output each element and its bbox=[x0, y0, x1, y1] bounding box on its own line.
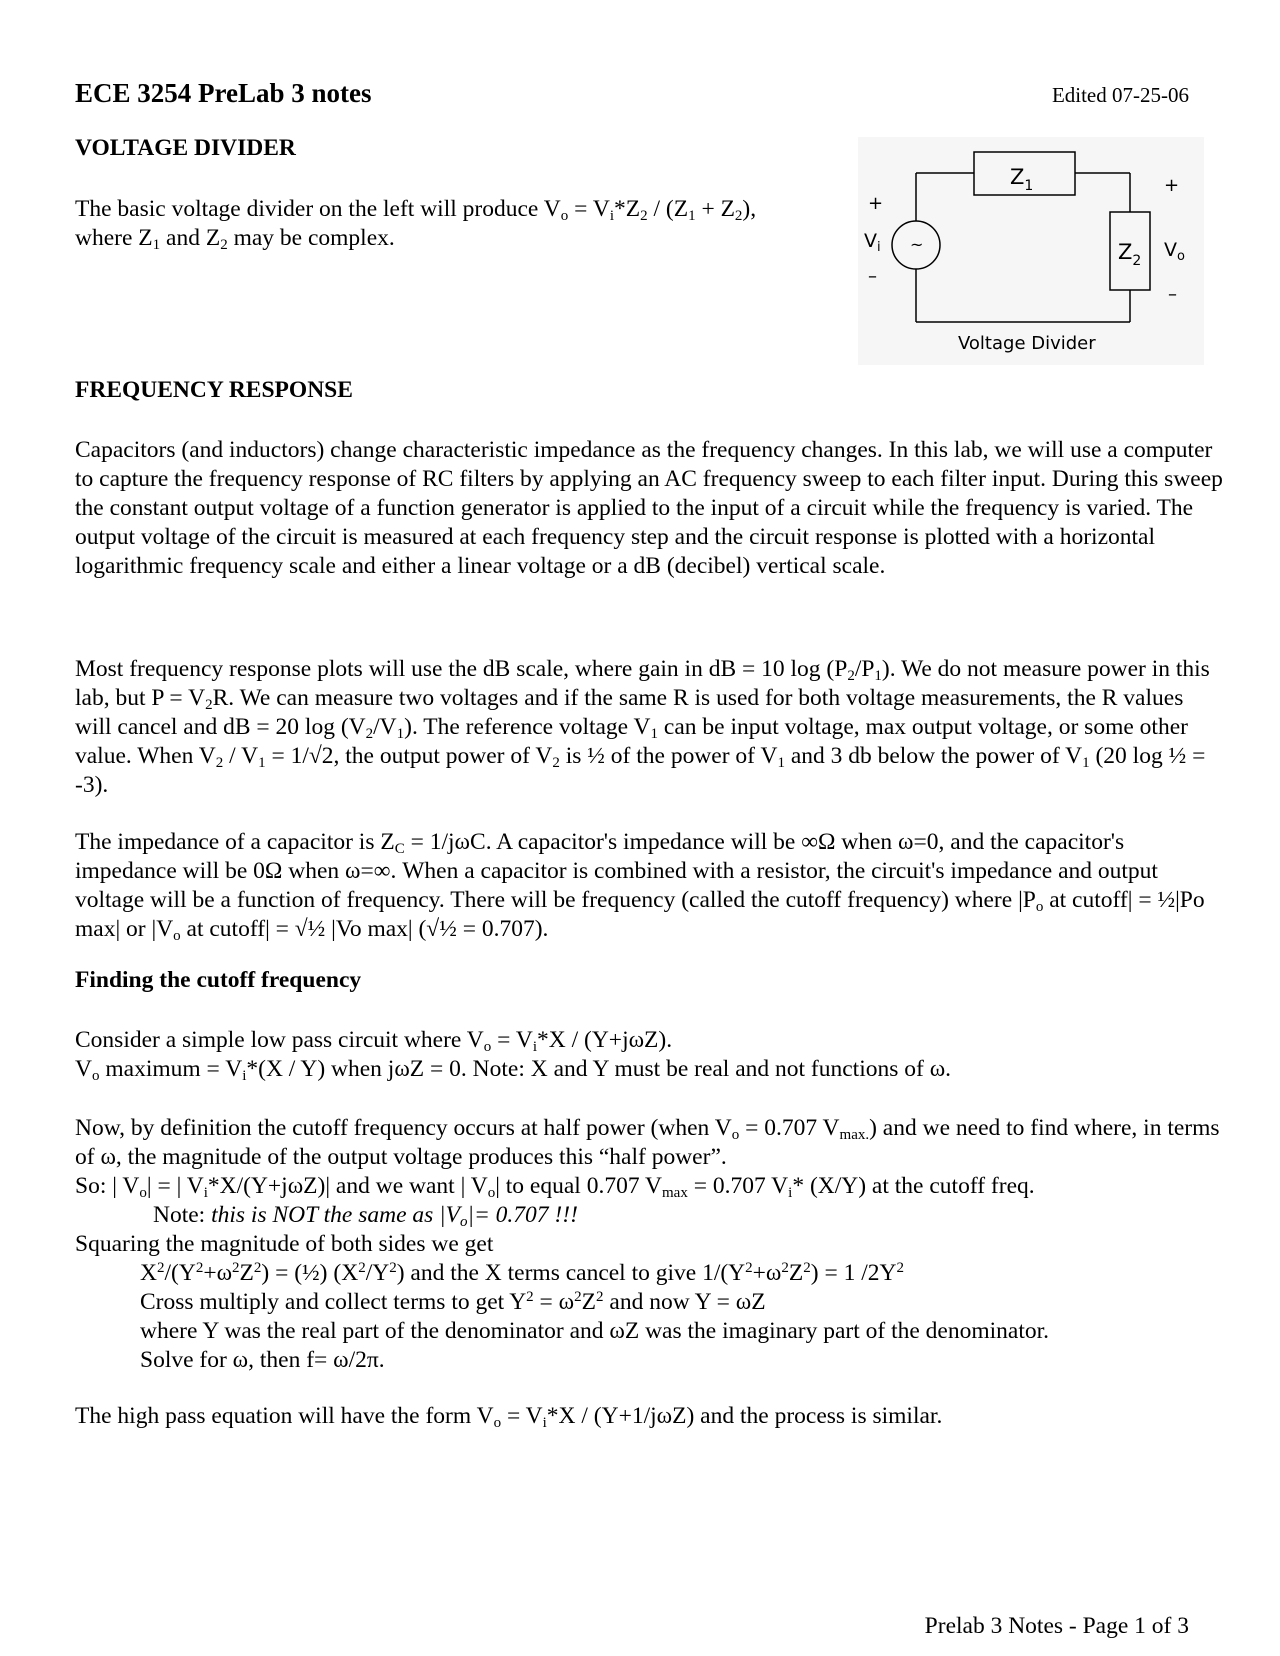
figure-caption: Voltage Divider bbox=[958, 333, 1096, 354]
edited-date: Edited 07-25-06 bbox=[1051, 83, 1189, 107]
vo-plus: + bbox=[1164, 175, 1180, 196]
voltage-divider-diagram bbox=[858, 137, 1204, 365]
vi-plus: + bbox=[868, 193, 884, 214]
paragraph-capacitor-impedance: The impedance of a capacitor is $Z_C = 1/j\omega C$. A capacitor's impedance will be ∞Ω when ω=0, and the capacitor's impedance will be 0Ω when ω=∞. When a capacitor is combined with a resistor, the circuit's impedance and output voltage will be a function of frequency. There will be frequency (called the cutoff frequency) where $|P_o$ at cutoff| = ½|Po max| or $|V_o$ at cutoff| = √½ |Vo max| (√½ = 0.707). bbox=[75, 829, 1205, 944]
paragraph-capacitors: Capacitors (and inductors) change characteristic impedance as the frequency changes. In this lab, we will use a computer to capture the frequency response of RC filters by applying an AC frequency sweep to each filter input. During this sweep the constant output voltage of a function generator is applied to the input of a circuit while the frequency is varied. The output voltage of the circuit is measured at each frequency step and the circuit response is plotted with a horizontal logarithmic frequency scale and either a linear voltage or a dB (decibel) vertical scale. bbox=[75, 437, 1223, 579]
z1-label: $Z_1$ bbox=[1010, 165, 1034, 194]
voltage-divider-heading: VOLTAGE DIVIDER bbox=[75, 135, 296, 161]
page-title: ECE 3254 PreLab 3 notes bbox=[75, 78, 372, 108]
cutoff-derivation: Now, by definition the cutoff frequency occurs at half power (when $V_o = 0.707$ $V_{max.}$) and we need to find where, in terms of ω, the magnitude of the output voltage produces this “half power”. So: | $V_o|$ = | $V_i*X/(Y+j\omega Z)|$ and we want | $V_o|$ to equal 0.707 $V_{max} = 0.707$ $V_i*$ (X/Y) at the cutoff freq. Note: this is NOT the same as $|V_o|= 0.707$ !!! Squaring the magnitude of both sides we get $X^2/(Y^2+\omega^2Z^2)$ = (½) $(X^2/Y^2)$ and the X terms cancel to give $1/(Y^2+\omega^2Z^2) = 1$ $/2Y^2$ Cross multiply and collect terms to get $Y^2 = \omega^2Z^2$ and now Y = ωZ where Y was the real part of the denominator and ωZ was the imaginary part of the denominator. Solve for ω, then f= ω/2π. bbox=[75, 1115, 1220, 1373]
cutoff-heading: Finding the cutoff frequency bbox=[75, 967, 362, 993]
ac-tilde: ~ bbox=[910, 235, 924, 254]
voltage-divider-figure bbox=[858, 137, 1204, 365]
z2-label: $Z_2$ bbox=[1118, 240, 1142, 269]
frequency-response-heading: FREQUENCY RESPONSE bbox=[75, 377, 353, 403]
paragraph-db-scale: Most frequency response plots will use the dB scale, where gain in dB = 10 $\log (P_2/P_1)$. We do not measure power in this lab, but $P = V_2R$. We can measure two voltages and if the same R is used for both voltage measurements, the R values will cancel and dB = 20 $\log (V_2/V_1)$. The reference voltage $V_1$ can be input voltage, max output voltage, or some other value. When $V_2 / V_1 = 1/√2$, the output power of $V_2$ is ½ of the power of $V_1$ and 3 db below the power of $V_1$ (20 log ½ = -3). bbox=[75, 656, 1210, 798]
vi-label: $V_i$ bbox=[864, 230, 881, 255]
vi-minus: – bbox=[868, 266, 877, 287]
vo-label: $V_o$ bbox=[1164, 239, 1185, 264]
cutoff-intro: Consider a simple low pass circuit where $V_o = V_i*X / (Y+j\omega Z)$. $V_o$ maximum = $V_i*(X / Y)$ when jωZ = 0. Note: X and Y must be real and not functions of ω. bbox=[75, 1027, 952, 1084]
page-footer: Prelab 3 Notes - Page 1 of 3 bbox=[924, 1613, 1189, 1639]
voltage-divider-text: The basic voltage divider on the left will produce $V_o = V_i*Z_2 / (Z_1 + Z_2)$, where $Z_1$ and $Z_2$ may be complex. bbox=[75, 196, 757, 253]
high-pass-note: The high pass equation will have the form $V_o = V_i*X / (Y+1/j\omega Z)$ and the process is similar. bbox=[75, 1403, 943, 1431]
vo-minus: – bbox=[1168, 284, 1177, 305]
